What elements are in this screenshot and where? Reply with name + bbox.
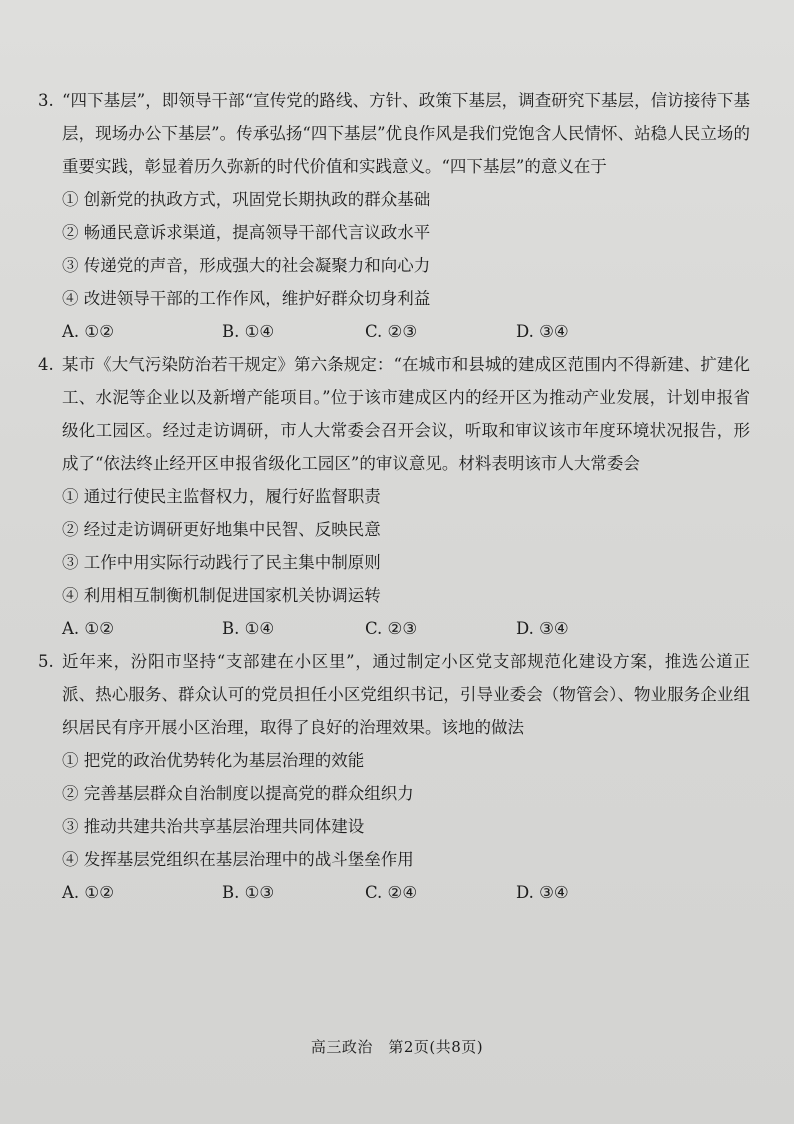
statement: ④ 利用相互制衡机制促进国家机关协调运转 bbox=[62, 586, 381, 605]
answer-choices bbox=[62, 876, 750, 909]
answer-choices bbox=[62, 315, 750, 348]
choice-b: B. ①④ bbox=[222, 619, 275, 638]
statement-list bbox=[62, 744, 750, 876]
question-text: 近年来，汾阳市坚持“支部建在小区里”，通过制定小区党支部规范化建设方案，推选公道正派、热心服务、群众认可的党员担任小区党组织书记，引导业委会（物管会）、物业服务企业组织居民有序开展小区治理，取得了良好的治理效果。该地的做法 bbox=[62, 652, 750, 737]
question-stem bbox=[38, 348, 750, 480]
question-number: 5. bbox=[38, 652, 54, 671]
choice-a: A. ①② bbox=[62, 883, 114, 902]
statement: ③ 工作中用实际行动践行了民主集中制原则 bbox=[62, 553, 381, 572]
statement: ③ 传递党的声音，形成强大的社会凝聚力和向心力 bbox=[62, 256, 431, 275]
choice-c: C. ②④ bbox=[365, 883, 418, 902]
statement: ② 经过走访调研更好地集中民智、反映民意 bbox=[62, 520, 381, 539]
choice-c: C. ②③ bbox=[365, 322, 418, 341]
choice-a: A. ①② bbox=[62, 619, 114, 638]
choice-d: D. ③④ bbox=[516, 883, 569, 902]
statement-list bbox=[62, 480, 750, 612]
question-5 bbox=[38, 645, 750, 909]
question-list bbox=[38, 84, 750, 909]
choice-d: D. ③④ bbox=[516, 322, 569, 341]
choice-a: A. ①② bbox=[62, 322, 114, 341]
choice-b: B. ①③ bbox=[222, 883, 275, 902]
statement: ③ 推动共建共治共享基层治理共同体建设 bbox=[62, 817, 365, 836]
statement: ② 畅通民意诉求渠道，提高领导干部代言议政水平 bbox=[62, 223, 431, 242]
answer-choices bbox=[62, 612, 750, 645]
statement: ① 通过行使民主监督权力，履行好监督职责 bbox=[62, 487, 381, 506]
question-stem bbox=[38, 645, 750, 744]
question-stem bbox=[38, 84, 750, 183]
choice-c: C. ②③ bbox=[365, 619, 418, 638]
question-3 bbox=[38, 84, 750, 348]
page-footer: 高三政治 第2页(共8页) bbox=[310, 1038, 484, 1056]
question-number: 4. bbox=[38, 355, 54, 374]
statement: ② 完善基层群众自治制度以提高党的群众组织力 bbox=[62, 784, 414, 803]
choice-d: D. ③④ bbox=[516, 619, 569, 638]
choice-b: B. ①④ bbox=[222, 322, 275, 341]
statement: ④ 改进领导干部的工作作风，维护好群众切身利益 bbox=[62, 289, 431, 308]
statement: ④ 发挥基层党组织在基层治理中的战斗堡垒作用 bbox=[62, 850, 414, 869]
question-4 bbox=[38, 348, 750, 645]
question-number: 3. bbox=[38, 91, 54, 110]
statement-list bbox=[62, 183, 750, 315]
statement: ① 把党的政治优势转化为基层治理的效能 bbox=[62, 751, 365, 770]
question-text: “四下基层”，即领导干部“宣传党的路线、方针、政策下基层，调查研究下基层，信访接待下基层，现场办公下基层”。传承弘扬“四下基层”优良作风是我们党饱含人民情怀、站稳人民立场的重要实践，彰显着历久弥新的时代价值和实践意义。“四下基层”的意义在于 bbox=[62, 91, 750, 176]
question-text: 某市《大气污染防治若干规定》第六条规定：“在城市和县城的建成区范围内不得新建、扩建化工、水泥等企业以及新增产能项目。”位于该市建成区内的经开区为推动产业发展，计划申报省级化工园区。经过走访调研，市人大常委会召开会议，听取和审议该市年度环境状况报告，形成了“依法终止经开区申报省级化工园区”的审议意见。材料表明该市人大常委会 bbox=[62, 355, 750, 473]
statement: ① 创新党的执政方式，巩固党长期执政的群众基础 bbox=[62, 190, 431, 209]
